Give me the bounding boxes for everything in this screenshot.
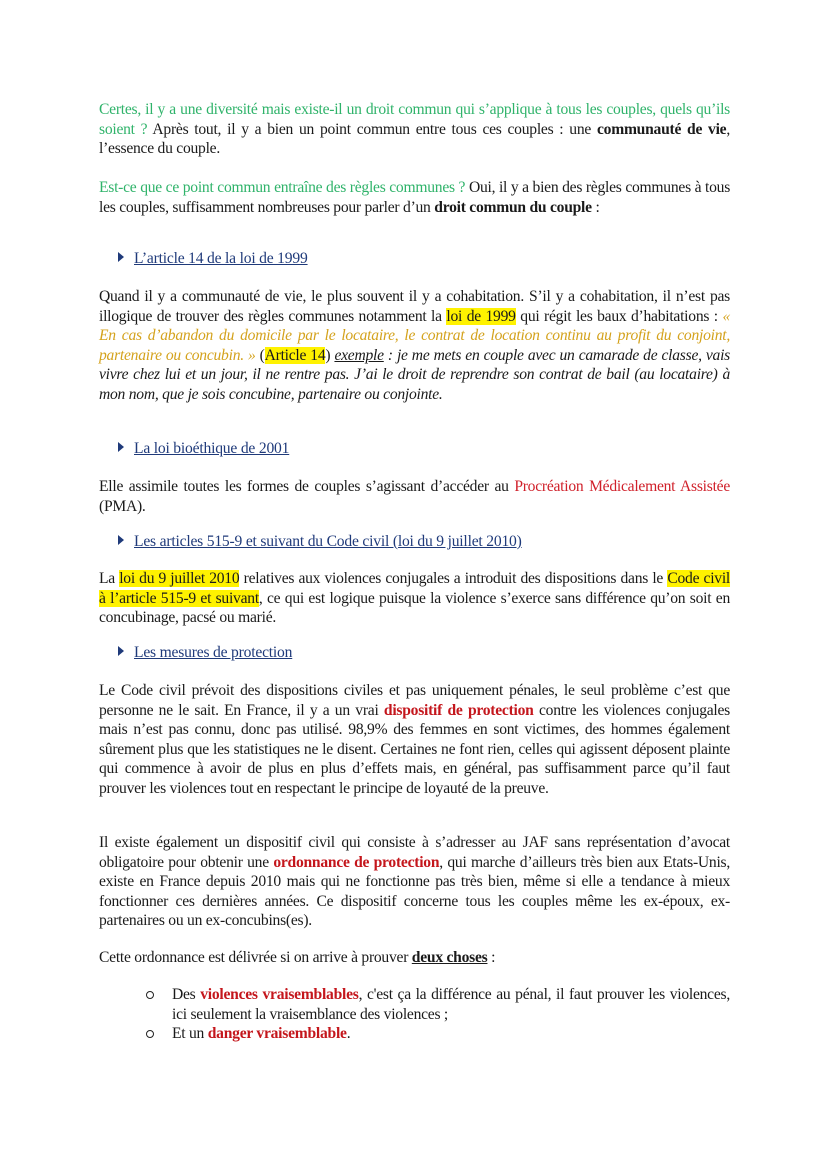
text: qui régit les baux d’habitations : [515, 307, 723, 325]
heading-text: Les mesures de protection [134, 644, 293, 661]
text: : [591, 198, 600, 216]
text: . [346, 1025, 351, 1042]
text: , ce qui est logique puisque la violence s’exerce sans différence qu’on soit en concubinage, pacsé ou marié. [99, 589, 730, 627]
text: , l’essence du couple. [99, 120, 730, 158]
paragraph-law-2010 [99, 569, 730, 628]
text: Il existe également un dispositif civil qui consiste à s’adresser au JAF sans représentation d’avocat obligatoire pour obtenir une [99, 834, 730, 871]
bold-text: droit commun du couple [434, 198, 592, 216]
text: (PMA). [99, 497, 146, 515]
paragraph-pma [99, 477, 730, 516]
text: contre les violences conjugales mais n’est pas connu, donc pas utilisé. 98,9% des femmes en sont victimes, des hommes également sûrement plus que les statistiques ne le disent. Certaines ne font rien, celles qui agissent déposent plainte qui commence à avoir de plus en plus d’effets mais, en général, pas suffisamment parce qu’il faut prouver les violences tout en respectant le principe de loyauté de la preuve. [99, 701, 730, 797]
heading-protection-measures [118, 643, 292, 663]
triangle-bullet-icon [118, 442, 124, 452]
text: Oui, il y a bien des règles communes à tous les couples, suffisamment nombreuses pour parler d’un [99, 179, 731, 216]
text: Quand il y a communauté de vie, le plus souvent il y a cohabitation. S’il y a cohabitation, il n’est pas illogique de trouver des règles communes notamment la [99, 288, 730, 325]
example-label: exemple [334, 346, 384, 364]
triangle-bullet-icon [118, 252, 124, 262]
heading-text: Les articles 515-9 et suivant du Code civil (loi du 9 juillet 2010) [134, 533, 522, 550]
highlight: Code civil à l’article 515-9 et suivant [99, 570, 730, 607]
paragraph-civil-code [99, 681, 730, 799]
text: Et un [172, 1025, 208, 1042]
circle-bullet-icon [146, 991, 154, 999]
text: Après tout, il y a bien un point commun entre tous ces couples : une [147, 120, 597, 138]
heading-articles-515-9 [118, 532, 522, 552]
list-item [172, 985, 730, 1024]
question-text: Certes, il y a une diversité mais existe-il un droit commun qui s’applique à tous les couples, quels qu’ils soient ? [99, 101, 730, 138]
text: Le Code civil prévoit des dispositions civiles et pas uniquement pénales, le seul problème c’est que personne ne le sait. En France, il y a un vrai [99, 682, 730, 719]
text: Elle assimile toutes les formes de couples s’agissant d’accéder au [99, 478, 515, 495]
heading-bioethics-law [118, 439, 289, 459]
quote: « En cas d’abandon du domicile par le locataire, le contrat de location continu au profit du conjoint, partenaire ou concubin. » [99, 307, 730, 364]
text: La [99, 570, 120, 587]
text: , qui marche d’ailleurs très bien aux Etats-Unis, existe en France depuis 2010 mais qui ne fonctionne pas très bien, même si elle a tendance à mieux fonctionner ces dernières années. Ce dispositif concerne tous les couples même les ex-époux, ex-partenaires ou un ex-concubins(es). [99, 853, 731, 930]
text: : [487, 949, 496, 966]
triangle-bullet-icon [118, 535, 124, 545]
highlight: loi de 1999 [446, 307, 516, 325]
red-bold-text: danger vraisemblable [207, 1025, 347, 1042]
text: relatives aux violences conjugales a introduit des dispositions dans le [239, 570, 668, 587]
text: , c'est ça la différence au pénal, il faut prouver les violences, ici seulement la vraisemblance des violences ; [172, 986, 730, 1023]
circle-bullet-icon [146, 1030, 154, 1038]
red-bold-text: ordonnance de protection [273, 853, 440, 871]
paragraph-two-things [99, 948, 730, 968]
list-item [172, 1024, 730, 1044]
text: ( [255, 346, 265, 364]
text: Cette ordonnance est délivrée si on arrive à prouver [99, 949, 412, 966]
bold-underlined-text: deux choses [411, 949, 488, 966]
bold-text: communauté de vie [596, 120, 727, 138]
paragraph-protection-order [99, 833, 730, 931]
paragraph-common-rules [99, 178, 730, 217]
red-text: Procréation Médicalement Assistée [514, 478, 731, 495]
heading-text: L’article 14 de la loi de 1999 [134, 250, 308, 267]
red-bold-text: dispositif de protection [383, 701, 534, 719]
question-text: Est-ce que ce point commun entraîne des règles communes ? [99, 179, 466, 196]
text: ) [325, 346, 335, 364]
red-bold-text: violences vraisemblables [200, 986, 359, 1003]
heading-text: La loi bioéthique de 2001 [134, 440, 290, 457]
example-text: : je me mets en couple avec un camarade de classe, vais vivre chez lui et un jour, il ne rentre pas. J’ai le droit de reprendre son contrat de bail (au locataire) à mon nom, que je sois concubine, partenaire ou conjointe. [99, 346, 730, 403]
triangle-bullet-icon [118, 646, 124, 656]
highlight: loi du 9 juillet 2010 [119, 570, 240, 587]
paragraph-common-law-question [99, 100, 730, 159]
highlight: Article 14 [264, 346, 326, 364]
text: Des [172, 986, 201, 1003]
heading-article-14 [118, 249, 308, 269]
paragraph-article-14 [99, 287, 730, 405]
